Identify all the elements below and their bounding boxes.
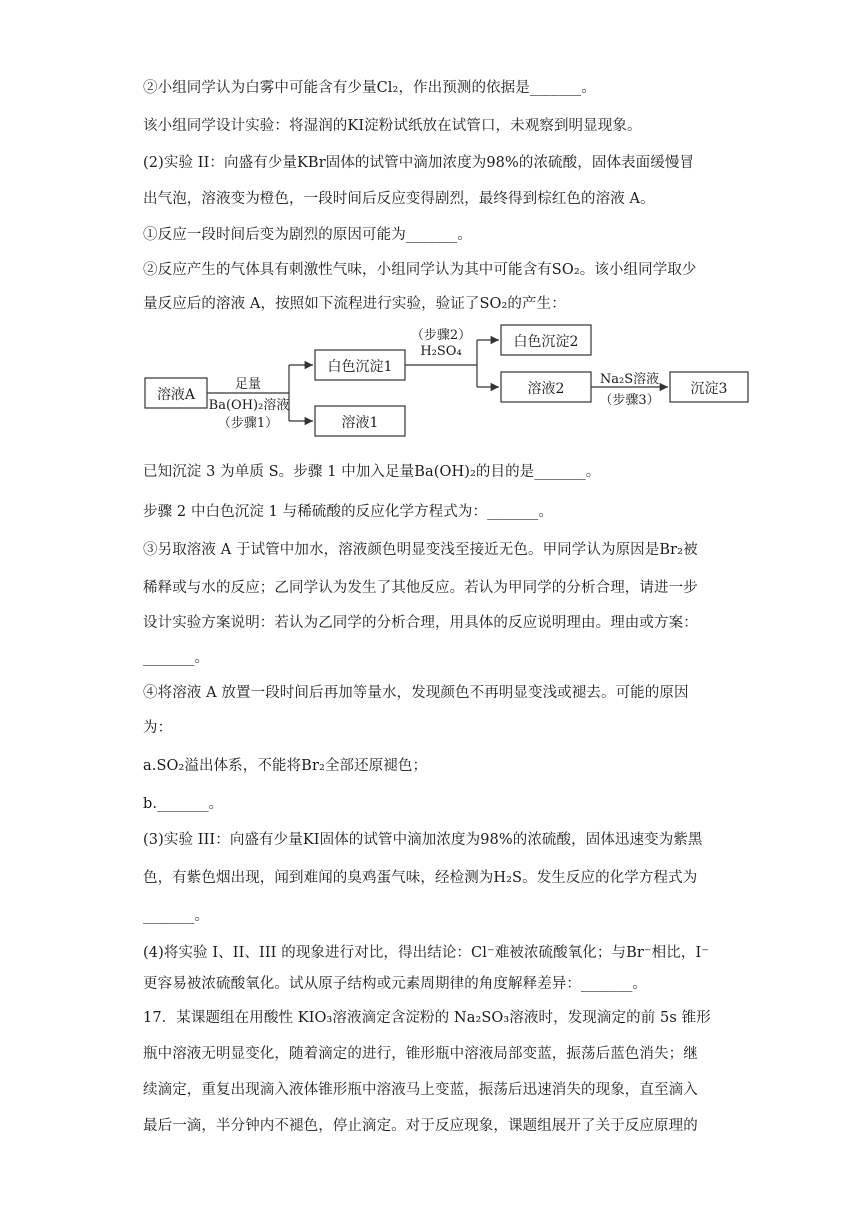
text-line: 已知沉淀 3 为单质 S。步骤 1 中加入足量Ba(OH)₂的目的是_______。	[143, 464, 601, 480]
text-line: ④将溶液 A 放置一段时间后再加等量水，发现颜色不再明显变浅或褪去。可能的原因	[143, 685, 689, 701]
reagent1-amount-label: 足量	[234, 377, 261, 392]
box-precipitate-2: 白色沉淀2	[513, 334, 579, 350]
text-line: 最后一滴，半分钟内不褪色，停止滴定。对于反应现象，课题组展开了关于反应原理的	[143, 1118, 698, 1134]
text-line: ②小组同学认为白雾中可能含有少量Cl₂，作出预测的依据是_______。	[143, 80, 596, 96]
step2-label: （步骤2）	[410, 328, 472, 343]
text-line: 瓶中溶液无明显变化，随着滴定的进行，锥形瓶中溶液局部变蓝，振荡后蓝色消失；继	[143, 1046, 698, 1062]
text-line: 色，有紫色烟出现，闻到难闻的臭鸡蛋气味，经检测为H₂S。发生反应的化学方程式为	[143, 870, 698, 886]
text-line: 稀释或与水的反应；乙同学认为发生了其他反应。若认为甲同学的分析合理，请进一步	[143, 580, 698, 596]
text-line: (2)实验 II：向盛有少量KBr固体的试管中滴加浓度为98%的浓硫酸，固体表面缓慢冒	[143, 155, 695, 171]
box-solution-1: 溶液1	[341, 415, 379, 431]
text-line: _______。	[143, 650, 210, 666]
text-line: 为：	[143, 720, 173, 736]
text-line: 续滴定，重复出现滴入液体锥形瓶中溶液马上变蓝，振荡后迅速消失的现象，直至滴入	[143, 1082, 698, 1098]
question-17-line: 17．某课题组在用酸性 KIO₃溶液滴定含淀粉的 Na₂SO₃溶液时，发现滴定的前 5s 锥形	[143, 1010, 711, 1026]
reagent1-label: Ba(OH)₂溶液	[208, 398, 290, 413]
reagent3-label: Na₂S溶液	[599, 372, 660, 387]
text-line: b._______。	[143, 796, 224, 812]
text-line: a.SO₂溢出体系，不能将Br₂全部还原褪色；	[143, 758, 428, 774]
text-line: 该小组同学设计实验：将湿润的KI淀粉试纸放在试管口，未观察到明显现象。	[143, 118, 642, 134]
text-line: 步骤 2 中白色沉淀 1 与稀硫酸的反应化学方程式为：_______。	[143, 504, 554, 520]
text-line: _______。	[143, 908, 210, 924]
box-solution-2: 溶液2	[527, 381, 565, 397]
text-line: (3)实验 III：向盛有少量KI固体的试管中滴加浓度为98%的浓硫酸，固体迅速变为紫黑	[143, 832, 703, 848]
text-line: 设计实验方案说明：若认为乙同学的分析合理，用具体的反应说明理由。理由或方案：	[143, 615, 698, 631]
text-line: 更容易被浓硫酸氧化。试从原子结构或元素周期律的角度解释差异：_______。	[143, 976, 648, 992]
reagent2-label: H₂SO₄	[420, 344, 462, 359]
text-line: 量反应后的溶液 A，按照如下流程进行实验，验证了SO₂的产生：	[143, 296, 566, 312]
box-solution-a: 溶液A	[156, 387, 196, 403]
text-line: (4)将实验 I、II、III 的现象进行对比，得出结论：Cl⁻难被浓硫酸氧化；与Br⁻相比，I⁻	[143, 945, 710, 961]
step3-label: （步骤3）	[599, 393, 660, 408]
box-precipitate-3: 沉淀3	[690, 381, 728, 397]
text-line: ③另取溶液 A 于试管中加水，溶液颜色明显变浅至接近无色。甲同学认为原因是Br₂被	[143, 542, 698, 558]
text-line: ②反应产生的气体具有刺激性气味，小组同学认为其中可能含有SO₂。该小组同学取少	[143, 262, 697, 278]
step1-label: （步骤1）	[217, 416, 279, 431]
box-precipitate-1: 白色沉淀1	[327, 359, 393, 375]
text-line: 出气泡，溶液变为橙色，一段时间后反应变得剧烈，最终得到棕红色的溶液 A。	[143, 191, 655, 207]
experiment-flowchart	[143, 322, 753, 442]
text-line: ①反应一段时间后变为剧烈的原因可能为_______。	[143, 227, 472, 243]
